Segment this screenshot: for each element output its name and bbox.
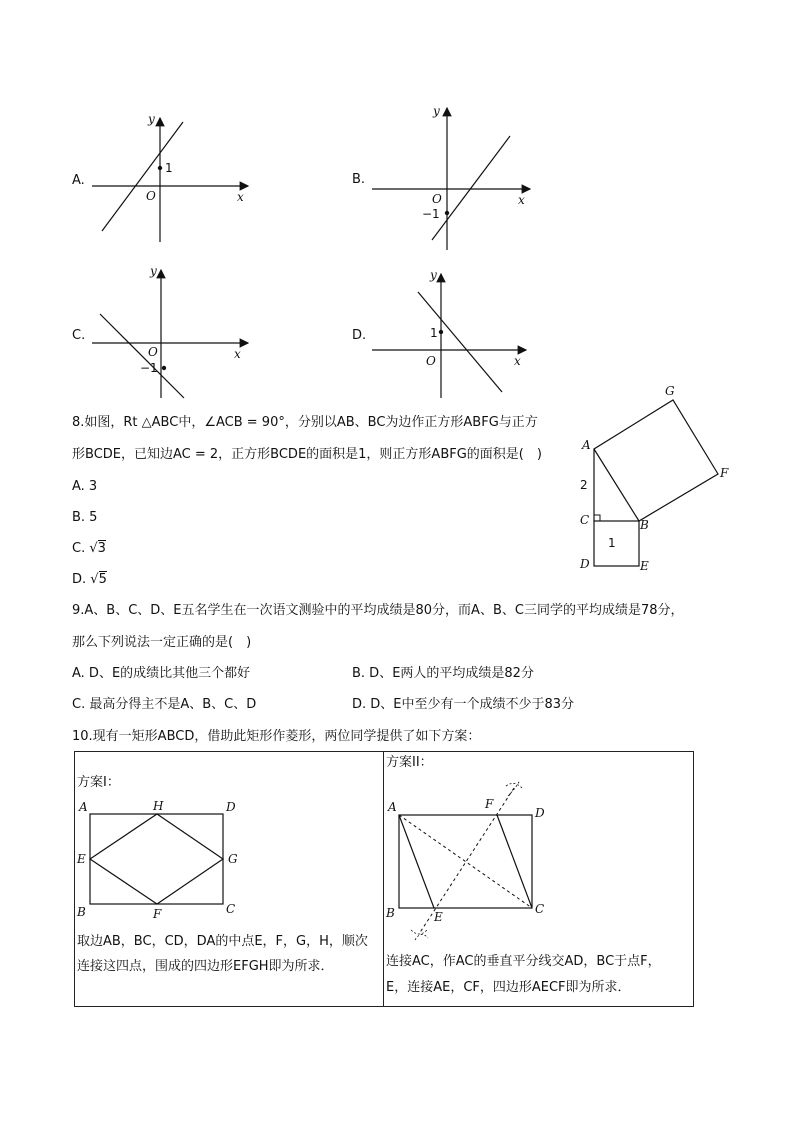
option-a-tick: 1 [165, 161, 173, 175]
q8-stem-line2: 形BCDE，已知边AC = 2，正方形BCDE的面积是1，则正方形ABFG的面积是( ) [72, 447, 542, 462]
option-c-y-label: y [150, 264, 157, 278]
option-d-y-label: y [430, 268, 437, 282]
q9-option-a[interactable]: A. D、E的成绩比其他三个都好 [72, 666, 251, 681]
option-d-letter: D. [352, 328, 367, 343]
q9-stem-line1: 9.A、B、C、D、E五名学生在一次语文测验中的平均成绩是80分，而A、B、C三同学的平均成绩是78分， [72, 603, 684, 618]
q8-option-d[interactable] [72, 571, 107, 589]
option-b-tick: −1 [422, 207, 440, 221]
option-d-tick: 1 [430, 326, 438, 340]
plan2-label-c: C [535, 902, 545, 916]
q8-label-g: G [665, 384, 675, 398]
plan1-label-c: C [226, 902, 236, 916]
plan1-label-g: G [228, 852, 238, 866]
q8-label-e: E [640, 559, 649, 573]
option-c-axes [70, 262, 260, 402]
q8-option-c-radicand: 3 [97, 541, 106, 556]
plan1-label-b: B [77, 905, 86, 919]
option-b-letter: B. [352, 172, 366, 187]
plan2-label-f: F [485, 797, 494, 811]
plan1-label-d: D [226, 800, 236, 814]
q9-option-c[interactable]: C. 最高分得主不是A、B、C、D [72, 697, 257, 712]
option-d-origin: O [426, 354, 436, 368]
option-c-origin: O [148, 345, 158, 359]
q8-option-d-radicand: 5 [98, 572, 107, 587]
plan2-label-a: A [388, 800, 397, 814]
q8-option-c[interactable] [72, 540, 106, 558]
q8-label-b: B [640, 518, 649, 532]
plan1-title: 方案I： [77, 775, 120, 790]
q10-stem: 10.现有一矩形ABCD，借助此矩形作菱形，两位同学提供了如下方案： [72, 729, 481, 744]
q10-plans-table [74, 751, 694, 1007]
plan2-desc-line1: 连接AC，作AC的垂直平分线交AD，BC于点F， [386, 954, 661, 969]
option-b-y-label: y [433, 104, 440, 118]
plan2-label-d: D [535, 806, 545, 820]
plan1-cell [75, 752, 384, 1007]
q8-option-a[interactable]: A. 3 [72, 479, 98, 494]
plan2-rectangle-diagram [384, 752, 694, 952]
option-d-axes [350, 266, 540, 402]
option-b-origin: O [432, 192, 442, 206]
plan2-desc-line2: E，连接AE，CF，四边形AECF即为所求． [386, 980, 631, 995]
option-c-tick: −1 [140, 361, 158, 375]
option-c-letter: C. [72, 328, 86, 343]
option-a-y-label: y [148, 112, 155, 126]
option-a-origin: O [146, 189, 156, 203]
plan1-label-f: F [153, 907, 162, 921]
option-b-axes [350, 100, 540, 250]
q8-stem-line1: 8.如图，Rt △ABC中，∠ACB = 90°，分别以AB、BC为边作正方形ABFG与正方 [72, 415, 538, 430]
plan1-label-e: E [77, 852, 86, 866]
plan1-label-h: H [153, 799, 164, 813]
q8-label-d: D [580, 557, 590, 571]
q8-label-a: A [582, 438, 591, 452]
q9-option-b[interactable]: B. D、E两人的平均成绩是82分 [352, 666, 534, 681]
option-a-axes [70, 110, 260, 250]
q8-option-d-prefix: D. [72, 572, 91, 587]
option-a-letter: A. [72, 173, 85, 188]
plan2-cell [384, 752, 694, 1007]
q8-option-c-prefix: C. [72, 541, 90, 556]
option-d-graph [350, 266, 540, 402]
q9-stem-line2: 那么下列说法一定正确的是( ) [72, 635, 252, 650]
plan2-label-e: E [434, 910, 443, 924]
q8-label-f: F [720, 466, 729, 480]
option-c-x-label: x [234, 347, 241, 361]
sqrt-icon: √ [90, 572, 99, 587]
option-b-graph [350, 100, 540, 250]
option-d-x-label: x [514, 354, 521, 368]
option-a-x-label: x [237, 190, 244, 204]
q8-squares-diagram [570, 382, 740, 578]
plan1-desc-line2: 连接这四点，围成的四边形EFGH即为所求． [77, 959, 334, 974]
option-b-x-label: x [518, 193, 525, 207]
option-a-graph [70, 110, 260, 250]
plan1-label-a: A [79, 800, 88, 814]
q8-label-area: 1 [608, 536, 616, 550]
plan2-label-b: B [386, 906, 395, 920]
option-c-graph [70, 262, 260, 402]
sqrt-icon: √ [89, 541, 98, 556]
q8-figure [570, 382, 740, 578]
plan1-desc-line1: 取边AB，BC，CD，DA的中点E，F，G，H，顺次 [77, 934, 368, 949]
plan2-title: 方案II： [386, 755, 433, 770]
q8-label-side: 2 [580, 478, 588, 492]
q9-option-d[interactable]: D. D、E中至少有一个成绩不少于83分 [352, 697, 575, 712]
q8-label-c: C [580, 513, 590, 527]
q8-option-b[interactable]: B. 5 [72, 510, 98, 525]
